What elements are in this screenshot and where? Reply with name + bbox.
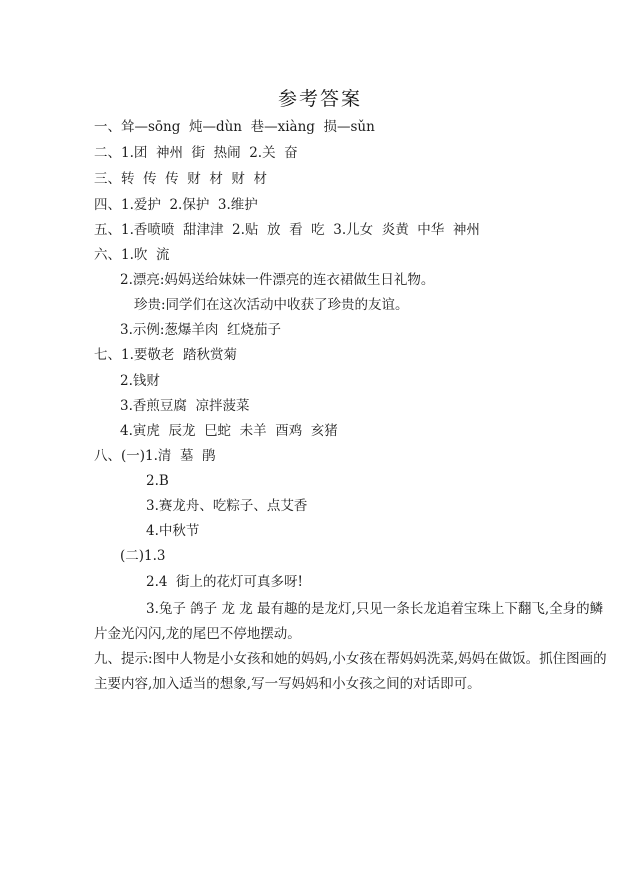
answer-line-2: 二、1.团 神州 街 热闹 2.关 奋: [94, 145, 298, 161]
answer-line-1: 一、耸—sōng 炖—dùn 巷—xiàng 损—sǔn: [94, 119, 375, 135]
answer-line-6: 六、1.吹 流: [94, 247, 170, 263]
answer-line-14: 八、(一)1.清 墓 鹃: [94, 448, 216, 464]
answer-line-11: 2.钱财: [120, 373, 160, 389]
answer-line-15: 2.B: [146, 473, 169, 489]
answer-line-21: 九、提示:图中人物是小女孩和她的妈妈,小女孩在帮妈妈洗菜,妈妈在做饭。抓住图画的主要内容,加入适当的想象,写一写妈妈和小女孩之间的对话即可。: [94, 651, 607, 692]
answer-line-9: 3.示例:葱爆羊肉 红烧茄子: [120, 322, 282, 338]
page-title: 参考答案: [277, 88, 362, 110]
answer-line-4: 四、1.爱护 2.保护 3.维护: [94, 197, 258, 213]
answer-line-10: 七、1.要敬老 踏秋赏菊: [94, 347, 237, 363]
answer-line-19: 2.4 街上的花灯可真多呀!: [146, 574, 303, 590]
answer-line-12: 3.香煎豆腐 凉拌菠菜: [120, 398, 250, 414]
answer-line-7: 2.漂亮:妈妈送给妹妹一件漂亮的连衣裙做生日礼物。: [120, 272, 435, 288]
answer-line-13: 4.寅虎 辰龙 巳蛇 未羊 酉鸡 亥猪: [120, 423, 338, 439]
answer-line-8: 珍贵:同学们在这次活动中收获了珍贵的友谊。: [134, 297, 409, 313]
answer-line-17: 4.中秋节: [146, 523, 200, 539]
answer-line-20: 3.兔子 鸽子 龙 龙 最有趣的是龙灯,只见一条长龙追着宝珠上下翻飞,全身的鳞片金光闪闪,龙的尾巴不停地摆动。: [94, 601, 604, 642]
answer-line-16: 3.赛龙舟、吃粽子、点艾香: [146, 498, 308, 514]
answer-line-3: 三、转 传 传 财 材 财 材: [94, 171, 267, 187]
answer-line-18: (二)1.3: [120, 548, 166, 564]
answer-line-5: 五、1.香喷喷 甜津津 2.贴 放 看 吃 3.儿女 炎黄 中华 神州: [94, 222, 480, 238]
